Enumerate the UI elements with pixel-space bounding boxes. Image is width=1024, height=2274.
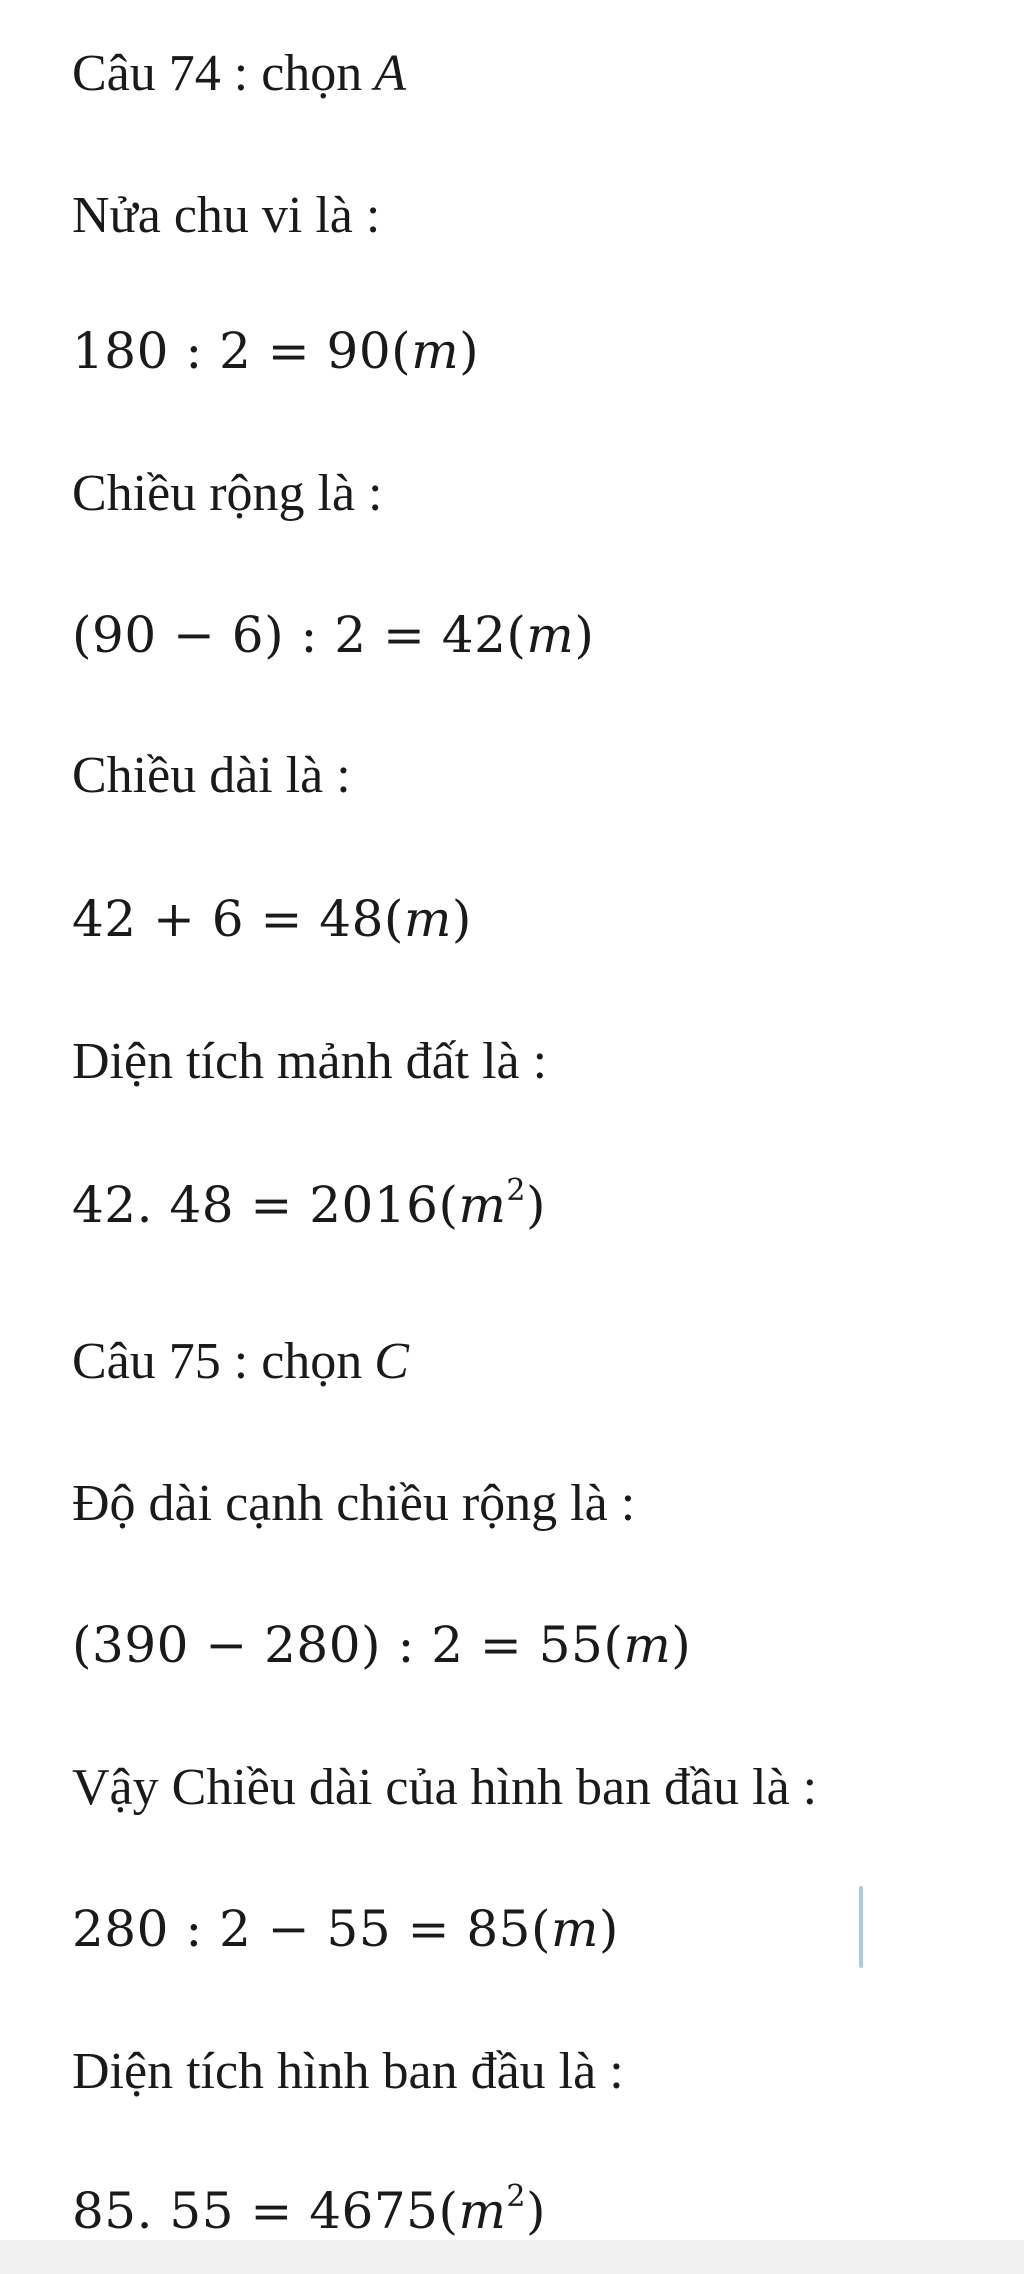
q75-step1-expression: (390 − 280) : 2 = 55(m) [72, 1616, 692, 1674]
q74-step4-expression: 42. $48 = 2016(m^2)$ [72, 1173, 546, 1234]
q74-answer-choice: A [374, 45, 407, 102]
q75-heading-label: Câu 75 : chọn [72, 1333, 363, 1390]
q74-heading [72, 45, 407, 102]
q75-step2-label: Vậy Chiều dài của hình ban đầu là : [72, 1759, 818, 1816]
q74-step4-label: Diện tích mảnh đất là : [72, 1033, 548, 1090]
q74-heading-label: Câu 74 : chọn [72, 45, 363, 102]
q74-step2-expression: (90 − 6) : 2 = 42(m) [72, 606, 595, 664]
bottom-bar [0, 2240, 1024, 2274]
q75-step3-label: Diện tích hình ban đầu là : [72, 2043, 624, 2100]
q74-step3-label: Chiều dài là : [72, 747, 351, 804]
q74-step1-label: Nửa chu vi là : [72, 187, 381, 244]
q75-step1-label: Độ dài cạnh chiều rộng là : [72, 1475, 636, 1532]
q74-step3-expression: 42 + 6 = 48(m) [72, 890, 472, 948]
scroll-indicator[interactable] [859, 1886, 863, 1968]
q74-step2-label: Chiều rộng là : [72, 465, 383, 522]
q75-heading [72, 1333, 409, 1390]
q74-step1-expression: 180 : 2 = 90(m) [72, 322, 480, 380]
q75-step3-expression: 85. $55 = 4675(m^2)$ [72, 2179, 546, 2240]
q75-step2-expression: 280 : 2 − 55 = 85(m) [72, 1900, 619, 1958]
q75-answer-choice: C [374, 1333, 409, 1390]
